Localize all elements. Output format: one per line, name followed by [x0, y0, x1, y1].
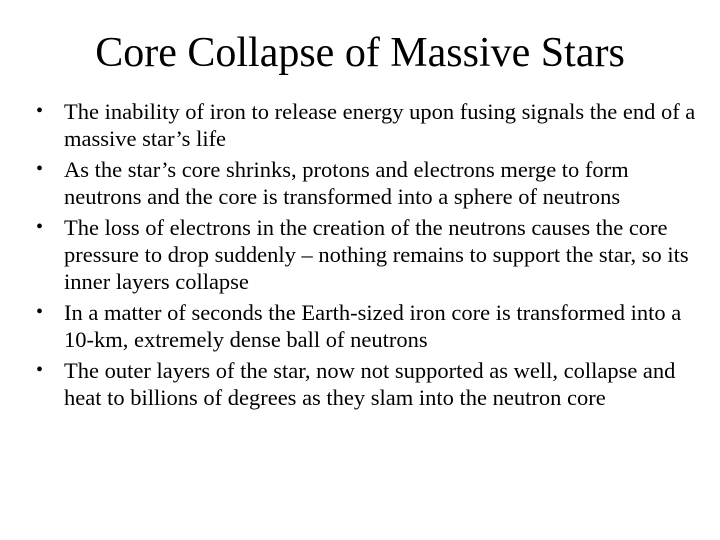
bullet-text: As the star’s core shrinks, protons and electrons merge to form neutrons and the core is transformed into a sphere of neutrons — [64, 157, 629, 209]
bullet-item — [36, 214, 696, 295]
bullet-text: The inability of iron to release energy upon fusing signals the end of a massive star’s life — [64, 99, 696, 151]
bullet-list — [36, 98, 696, 415]
bullet-item — [36, 156, 696, 210]
bullet-text: The outer layers of the star, now not supported as well, collapse and heat to billions of degrees as they slam into the neutron core — [64, 358, 676, 410]
bullet-marker: • — [36, 359, 44, 381]
bullet-text: In a matter of seconds the Earth-sized iron core is transformed into a 10-km, extremely dense ball of neutrons — [64, 300, 682, 352]
bullet-marker: • — [36, 301, 44, 323]
bullet-text: The loss of electrons in the creation of the neutrons causes the core pressure to drop suddenly – nothing remains to support the star, so its inner layers collapse — [64, 215, 689, 294]
bullet-marker: • — [36, 158, 44, 180]
bullet-marker: • — [36, 216, 44, 238]
bullet-marker: • — [36, 100, 44, 122]
bullet-item — [36, 299, 696, 353]
bullet-item — [36, 98, 696, 152]
slide-title: Core Collapse of Massive Stars — [95, 30, 625, 76]
bullet-item — [36, 357, 696, 411]
